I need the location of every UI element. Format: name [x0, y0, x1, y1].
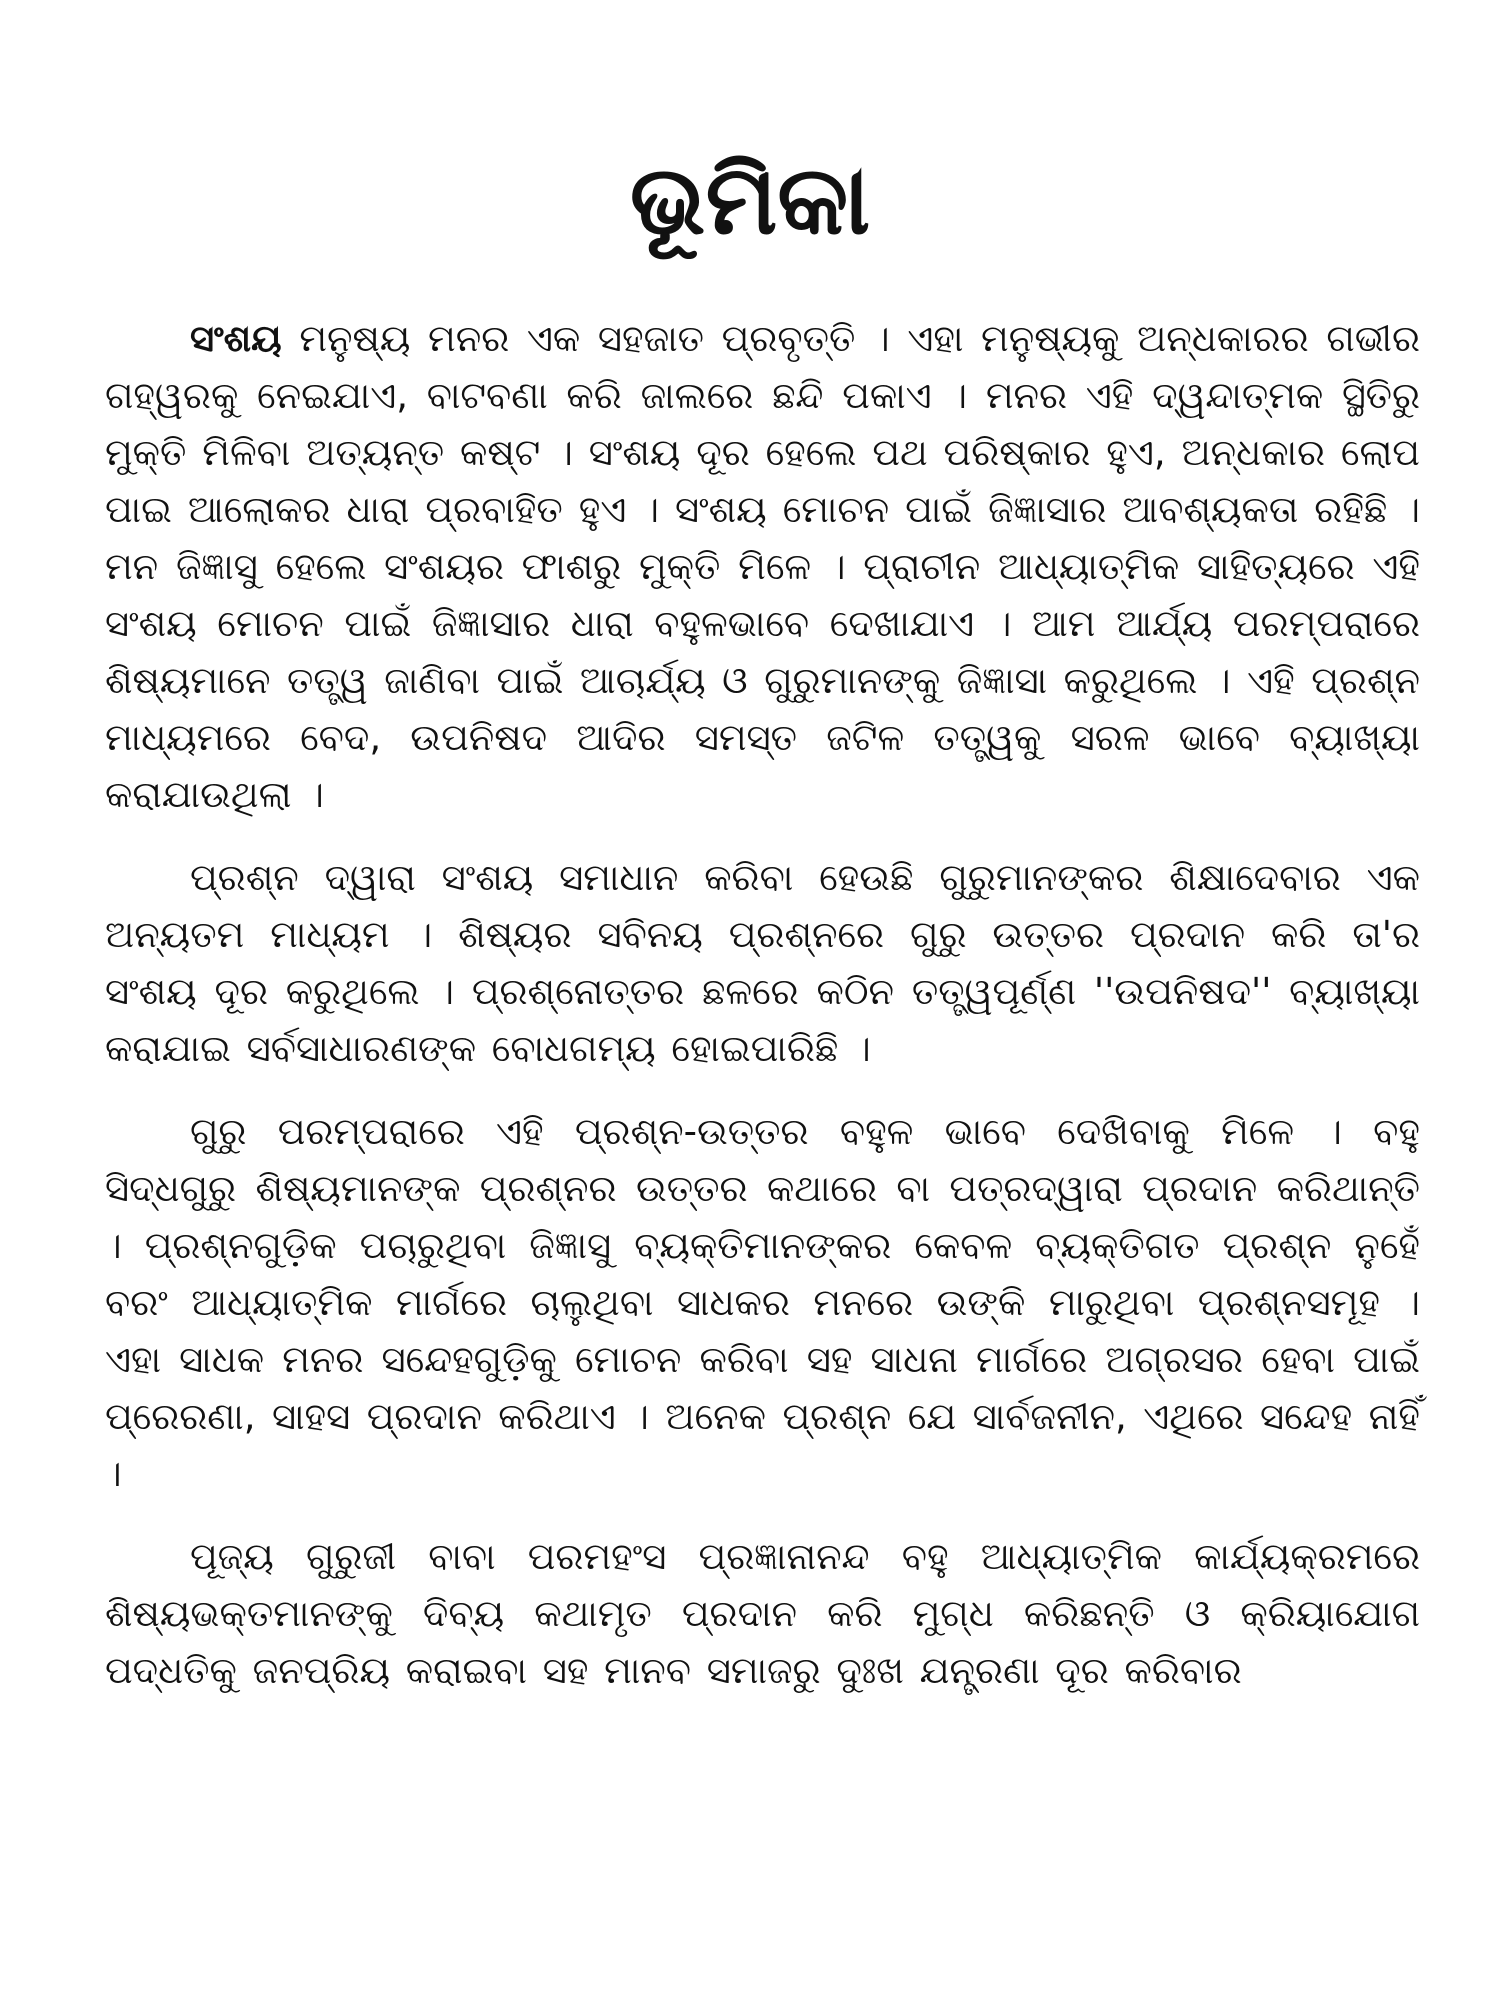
paragraph-3 [105, 1103, 1420, 1502]
paragraph-1 [105, 310, 1420, 823]
paragraph-text: ମନୁଷ୍ୟ ମନର ଏକ ସହଜାତ ପ୍ରବୃତ୍ତି । ଏହା ମନୁଷ୍ୟକୁ ଅନ୍ଧକାରର ଗଭୀର ଗହ୍ୱରକୁ ନେଇଯାଏ, ବାଟବଣା କରି ଜାଲରେ ଛନ୍ଦି ପକାଏ । ମନର ଏହି ଦ୍ୱନ୍ଦାତ୍ମକ ସ୍ଥିତିରୁ ମୁକ୍ତି ମିଳିବା ଅତ୍ୟନ୍ତ କଷ୍ଟ । ସଂଶୟ ଦୂର ହେଲେ ପଥ ପରିଷ୍କାର ହୁଏ, ଅନ୍ଧକାର ଲୋପ ପାଇ ଆଲୋକର ଧାରା ପ୍ରବାହିତ ହୁଏ । ସଂଶୟ ମୋଚନ ପାଇଁ ଜିଜ୍ଞାସାର ଆବଶ୍ୟକତା ରହିଛି । ମନ ଜିଜ୍ଞାସୁ ହେଲେ ସଂଶୟର ଫାଶରୁ ମୁକ୍ତି ମିଳେ । ପ୍ରାଚୀନ ଆଧ୍ୟାତ୍ମିକ ସାହିତ୍ୟରେ ଏହି ସଂଶୟ ମୋଚନ ପାଇଁ ଜିଜ୍ଞାସାର ଧାରା ବହୁଳଭାବେ ଦେଖାଯାଏ । ଆମ ଆର୍ଯ୍ୟ ପରମ୍ପରାରେ ଶିଷ୍ୟମାନେ ତତ୍ତ୍ୱ ଜାଣିବା ପାଇଁ ଆଚାର୍ଯ୍ୟ ଓ ଗୁରୁମାନଙ୍କୁ ଜିଜ୍ଞାସା କରୁଥିଲେ । ଏହି ପ୍ରଶ୍ନ ମାଧ୍ୟମରେ ବେଦ, ଉପନିଷଦ ଆଦିର ସମସ୍ତ ଜଟିଳ ତତ୍ତ୍ୱକୁ ସରଳ ଭାବେ ବ୍ୟାଖ୍ୟା କରାଯାଉଥିଲା । [105, 317, 1420, 816]
paragraph-text: ଗୁରୁ ପରମ୍ପରାରେ ଏହି ପ୍ରଶ୍ନ-ଉତ୍ତର ବହୁଳ ଭାବେ ଦେଖିବାକୁ ମିଳେ । ବହୁ ସିଦ୍ଧଗୁରୁ ଶିଷ୍ୟମାନଙ୍କ ପ୍ରଶ୍ନର ଉତ୍ତର କଥାରେ ବା ପତ୍ରଦ୍ୱାରା ପ୍ରଦାନ କରିଥାନ୍ତି । ପ୍ରଶ୍ନଗୁଡ଼ିକ ପଚାରୁଥିବା ଜିଜ୍ଞାସୁ ବ୍ୟକ୍ତିମାନଙ୍କର କେବଳ ବ୍ୟକ୍ତିଗତ ପ୍ରଶ୍ନ ନୁହେଁ ବରଂ ଆଧ୍ୟାତ୍ମିକ ମାର୍ଗରେ ଚାଲୁଥିବା ସାଧକର ମନରେ ଉଙ୍କି ମାରୁଥିବା ପ୍ରଶ୍ନସମୂହ । ଏହା ସାଧକ ମନର ସନ୍ଦେହଗୁଡ଼ିକୁ ମୋଚନ କରିବା ସହ ସାଧନା ମାର୍ଗରେ ଅଗ୍ରସର ହେବା ପାଇଁ ପ୍ରେରଣା, ସାହସ ପ୍ରଦାନ କରିଥାଏ । ଅନେକ ପ୍ରଶ୍ନ ଯେ ସାର୍ବଜନୀନ, ଏଥିରେ ସନ୍ଦେହ ନାହିଁ । [105, 1110, 1420, 1495]
body-text [105, 310, 1420, 1725]
paragraph-2 [105, 849, 1420, 1077]
paragraph-4 [105, 1528, 1420, 1699]
paragraph-text: ପୂଜ୍ୟ ଗୁରୁଜୀ ବାବା ପରମହଂସ ପ୍ରଜ୍ଞାନାନନ୍ଦ ବହୁ ଆଧ୍ୟାତ୍ମିକ କାର୍ଯ୍ୟକ୍ରମରେ ଶିଷ୍ୟଭକ୍ତମାନଙ୍କୁ ଦିବ୍ୟ କଥାମୃତ ପ୍ରଦାନ କରି ମୁଗ୍ଧ କରିଛନ୍ତି ଓ କ୍ରିୟାଯୋଗ ପଦ୍ଧତିକୁ ଜନପ୍ରିୟ କରାଇବା ସହ ମାନବ ସମାଜରୁ ଦୁଃଖ ଯନ୍ତ୍ରଣା ଦୂର କରିବାର [105, 1535, 1420, 1692]
paragraph-lead-word: ସଂଶୟ [190, 317, 282, 360]
page-title: ଭୂମିକା [629, 144, 871, 256]
paragraph-text: ପ୍ରଶ୍ନ ଦ୍ୱାରା ସଂଶୟ ସମାଧାନ କରିବା ହେଉଛି ଗୁରୁମାନଙ୍କର ଶିକ୍ଷାଦେବାର ଏକ ଅନ୍ୟତମ ମାଧ୍ୟମ । ଶିଷ୍ୟର ସବିନୟ ପ୍ରଶ୍ନରେ ଗୁରୁ ଉତ୍ତର ପ୍ରଦାନ କରି ତା'ର ସଂଶୟ ଦୂର କରୁଥିଲେ । ପ୍ରଶ୍ନୋତ୍ତର ଛଳରେ କଠିନ ତତ୍ତ୍ୱପୂର୍ଣ୍ଣ ''ଉପନିଷଦ'' ବ୍ୟାଖ୍ୟା କରାଯାଇ ସର୍ବସାଧାରଣଙ୍କ ବୋଧଗମ୍ୟ ହୋଇପାରିଛି । [105, 856, 1420, 1070]
